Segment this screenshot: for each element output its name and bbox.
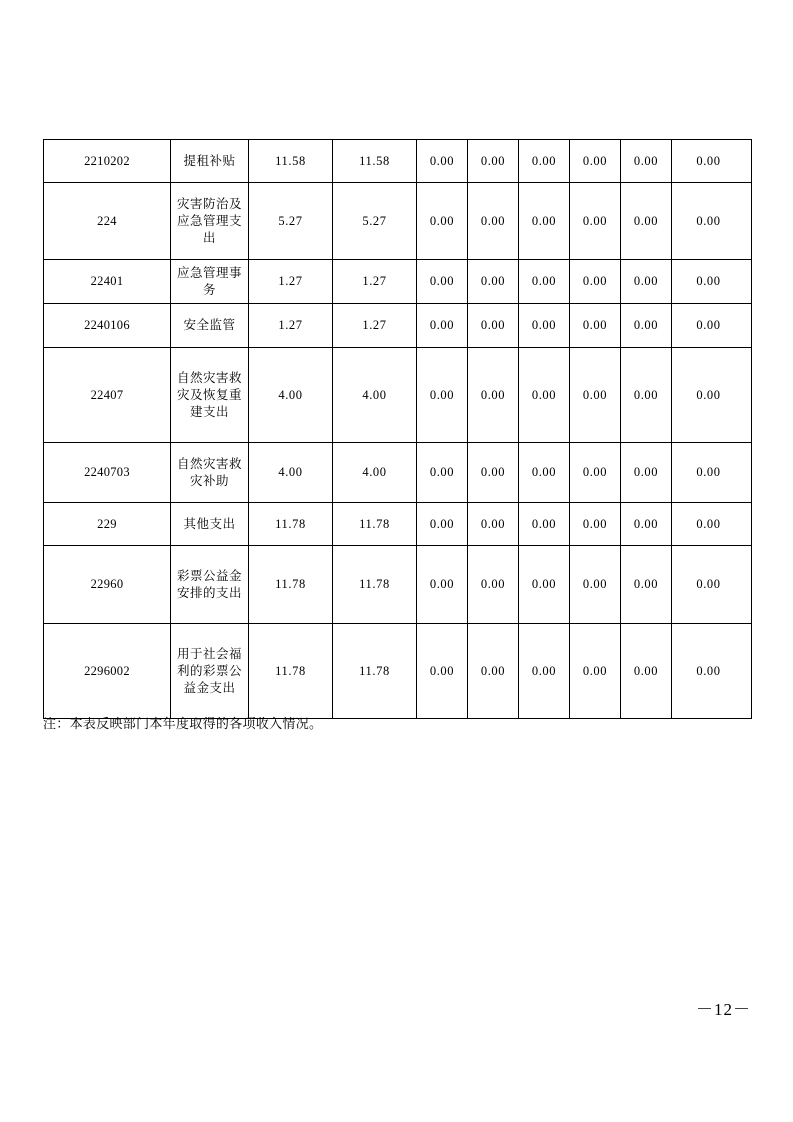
row-code: 2210202	[44, 140, 171, 183]
row-value: 0.00	[672, 348, 752, 443]
budget-table-container	[43, 139, 751, 719]
row-value: 0.00	[570, 546, 621, 624]
row-value: 5.27	[333, 183, 417, 260]
row-value: 0.00	[621, 183, 672, 260]
row-value: 0.00	[468, 183, 519, 260]
table-row	[44, 546, 752, 624]
row-value: 11.78	[249, 624, 333, 719]
row-value: 0.00	[621, 348, 672, 443]
row-value: 0.00	[417, 503, 468, 546]
row-code: 229	[44, 503, 171, 546]
row-value: 0.00	[621, 624, 672, 719]
row-value: 0.00	[519, 260, 570, 304]
row-value: 0.00	[570, 304, 621, 348]
row-value: 0.00	[570, 348, 621, 443]
row-value: 0.00	[672, 304, 752, 348]
row-value: 0.00	[468, 624, 519, 719]
row-value: 0.00	[570, 260, 621, 304]
row-value: 0.00	[621, 140, 672, 183]
table-row	[44, 183, 752, 260]
row-code: 22401	[44, 260, 171, 304]
row-value: 11.78	[333, 546, 417, 624]
row-value: 11.78	[249, 503, 333, 546]
row-value: 0.00	[417, 624, 468, 719]
row-name: 安全监管	[171, 304, 249, 348]
row-value: 0.00	[519, 624, 570, 719]
row-code: 2240106	[44, 304, 171, 348]
table-row	[44, 304, 752, 348]
row-value: 0.00	[468, 348, 519, 443]
row-value: 0.00	[417, 183, 468, 260]
row-value: 11.58	[333, 140, 417, 183]
budget-table	[43, 139, 752, 719]
row-name: 提租补贴	[171, 140, 249, 183]
row-value: 4.00	[333, 348, 417, 443]
table-row	[44, 140, 752, 183]
row-value: 0.00	[570, 503, 621, 546]
row-value: 0.00	[672, 443, 752, 503]
row-value: 4.00	[333, 443, 417, 503]
table-row	[44, 503, 752, 546]
row-value: 0.00	[468, 503, 519, 546]
row-value: 0.00	[672, 260, 752, 304]
row-value: 0.00	[519, 443, 570, 503]
row-value: 0.00	[672, 140, 752, 183]
row-value: 0.00	[570, 443, 621, 503]
row-value: 0.00	[468, 443, 519, 503]
budget-table-body	[44, 140, 752, 719]
row-value: 0.00	[417, 546, 468, 624]
row-value: 11.78	[249, 546, 333, 624]
row-value: 0.00	[621, 443, 672, 503]
row-code: 2296002	[44, 624, 171, 719]
row-value: 0.00	[570, 140, 621, 183]
row-value: 0.00	[672, 503, 752, 546]
row-value: 0.00	[417, 140, 468, 183]
row-value: 0.00	[570, 624, 621, 719]
row-value: 11.58	[249, 140, 333, 183]
table-row	[44, 348, 752, 443]
row-value: 0.00	[417, 260, 468, 304]
row-value: 0.00	[417, 443, 468, 503]
row-value: 0.00	[672, 624, 752, 719]
row-value: 5.27	[249, 183, 333, 260]
row-name: 彩票公益金安排的支出	[171, 546, 249, 624]
row-value: 0.00	[621, 503, 672, 546]
row-value: 0.00	[417, 304, 468, 348]
row-value: 0.00	[519, 140, 570, 183]
row-value: 0.00	[621, 546, 672, 624]
row-value: 0.00	[468, 546, 519, 624]
row-name: 灾害防治及应急管理支出	[171, 183, 249, 260]
row-value: 0.00	[570, 183, 621, 260]
row-code: 22407	[44, 348, 171, 443]
row-value: 0.00	[519, 546, 570, 624]
table-row	[44, 260, 752, 304]
row-value: 0.00	[621, 260, 672, 304]
row-value: 0.00	[468, 304, 519, 348]
row-value: 4.00	[249, 348, 333, 443]
row-value: 0.00	[468, 260, 519, 304]
row-value: 11.78	[333, 503, 417, 546]
row-name: 自然灾害救灾补助	[171, 443, 249, 503]
row-name: 其他支出	[171, 503, 249, 546]
table-row	[44, 443, 752, 503]
row-value: 11.78	[333, 624, 417, 719]
row-name: 自然灾害救灾及恢复重建支出	[171, 348, 249, 443]
row-name: 用于社会福利的彩票公益金支出	[171, 624, 249, 719]
row-value: 0.00	[519, 348, 570, 443]
row-name: 应急管理事务	[171, 260, 249, 304]
row-value: 0.00	[621, 304, 672, 348]
row-code: 2240703	[44, 443, 171, 503]
row-code: 22960	[44, 546, 171, 624]
row-value: 0.00	[468, 140, 519, 183]
row-value: 0.00	[519, 183, 570, 260]
row-value: 0.00	[519, 503, 570, 546]
table-row	[44, 624, 752, 719]
table-note: 注：本表反映部门本年度取得的各项收入情况。	[43, 717, 323, 732]
page-number: －12－	[696, 1000, 751, 1019]
row-value: 1.27	[249, 304, 333, 348]
row-code: 224	[44, 183, 171, 260]
row-value: 1.27	[249, 260, 333, 304]
row-value: 4.00	[249, 443, 333, 503]
row-value: 0.00	[519, 304, 570, 348]
row-value: 1.27	[333, 304, 417, 348]
row-value: 0.00	[672, 546, 752, 624]
row-value: 0.00	[672, 183, 752, 260]
row-value: 0.00	[417, 348, 468, 443]
row-value: 1.27	[333, 260, 417, 304]
